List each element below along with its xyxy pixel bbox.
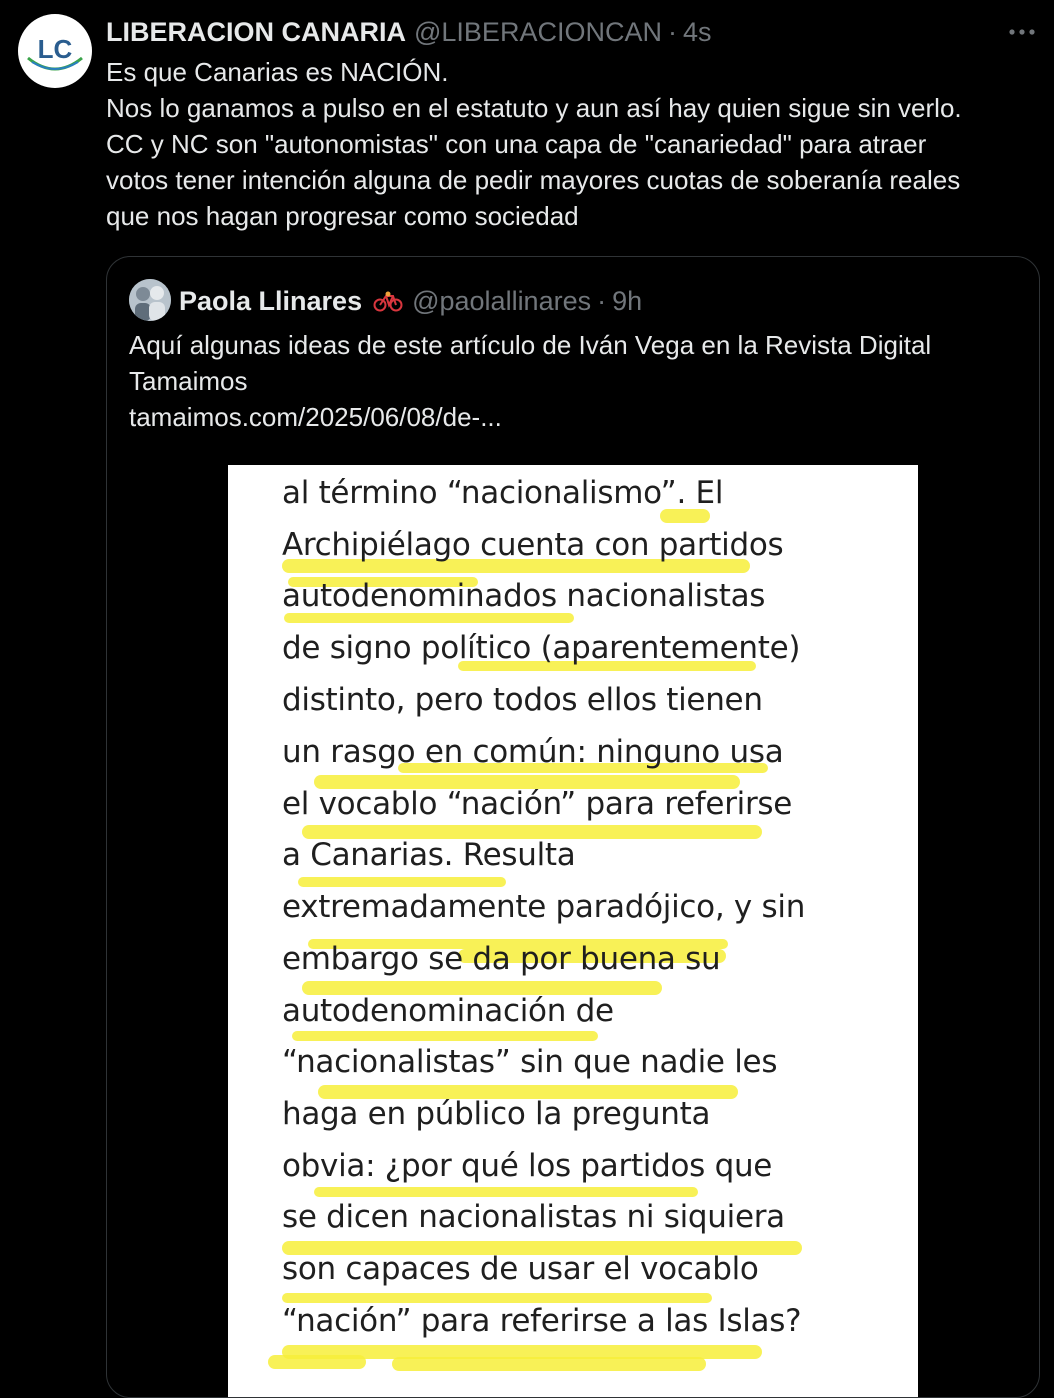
- timestamp[interactable]: 4s: [682, 16, 712, 47]
- article-text-line: a Canarias. Resulta: [282, 837, 576, 873]
- article-text-line: “nación” para referirse a las Islas?: [282, 1303, 802, 1339]
- article-text-line: de signo político (aparentemente): [282, 630, 801, 666]
- article-text-line: distinto, pero todos ellos tienen: [282, 682, 763, 718]
- tweet-text-line: Nos lo ganamos a pulso en el estatuto y aun así hay quien sigue sin verlo.: [106, 93, 962, 123]
- article-text-line: haga en público la pregunta: [282, 1096, 711, 1132]
- article-text-line: extremadamente paradójico, y sin: [282, 889, 806, 925]
- article-text-line: al término “nacionalismo”. El: [282, 475, 724, 511]
- user-handle[interactable]: @LIBERACIONCAN: [414, 16, 662, 47]
- highlight-stroke: [268, 1355, 366, 1369]
- quoted-display-name[interactable]: Paola Llinares: [179, 285, 363, 316]
- avatar[interactable]: [18, 14, 92, 88]
- quoted-avatar[interactable]: [129, 279, 171, 321]
- profile-photo-icon: [129, 279, 171, 321]
- article-screenshot-image[interactable]: [228, 465, 918, 1398]
- quoted-text-line: Tamaimos: [129, 366, 248, 396]
- separator-dot: ·: [597, 285, 607, 316]
- tweet-text-line: votos tener intención alguna de pedir mayores cuotas de soberanía reales: [106, 165, 961, 195]
- quoted-tweet[interactable]: [106, 256, 1040, 1398]
- quoted-text: [129, 327, 1019, 435]
- quoted-header: [179, 281, 642, 321]
- display-name[interactable]: LIBERACION CANARIA: [106, 16, 406, 47]
- more-options-icon[interactable]: [1006, 20, 1038, 44]
- article-text-line: Archipiélago cuenta con partidos: [282, 527, 784, 563]
- article-text-line: un rasgo en común: ninguno usa: [282, 734, 784, 770]
- quoted-timestamp[interactable]: 9h: [612, 285, 643, 316]
- article-text-line: el vocablo “nación” para referirse: [282, 786, 793, 822]
- separator-dot: ·: [667, 16, 677, 47]
- quoted-user-handle[interactable]: @paolallinares: [412, 285, 592, 316]
- svg-text:LC: LC: [37, 34, 73, 64]
- article-text-line: son capaces de usar el vocablo: [282, 1251, 759, 1287]
- highlight-stroke: [292, 1031, 598, 1041]
- tweet-text-line: Es que Canarias es NACIÓN.: [106, 57, 449, 87]
- article-text-line: se dicen nacionalistas ni siquiera: [282, 1199, 785, 1235]
- quoted-link[interactable]: tamaimos.com/2025/06/08/de-...: [129, 402, 502, 432]
- article-text-line: obvia: ¿por qué los partidos que: [282, 1148, 773, 1184]
- tweet-text-line: que nos hagan progresar como sociedad: [106, 201, 579, 231]
- highlight-stroke: [392, 1357, 706, 1371]
- quoted-text-line: Aquí algunas ideas de este artículo de Iván Vega en la Revista Digital: [129, 330, 932, 360]
- liberacion-canaria-logo-icon: [18, 14, 92, 88]
- article-text-line: autodenominados nacionalistas: [282, 578, 766, 614]
- highlight-stroke: [314, 1187, 698, 1197]
- article-text-line: autodenominación de: [282, 993, 614, 1029]
- tweet-text: [106, 54, 1036, 234]
- article-text-line: “nacionalistas” sin que nadie les: [282, 1044, 778, 1080]
- article-text-line: embargo se da por buena su: [282, 941, 721, 977]
- tweet-text-line: CC y NC son "autonomistas" con una capa de "canariedad" para atraer: [106, 129, 927, 159]
- tweet-header: [106, 14, 712, 50]
- bicycle-icon: [372, 290, 404, 312]
- highlight-stroke: [298, 877, 506, 887]
